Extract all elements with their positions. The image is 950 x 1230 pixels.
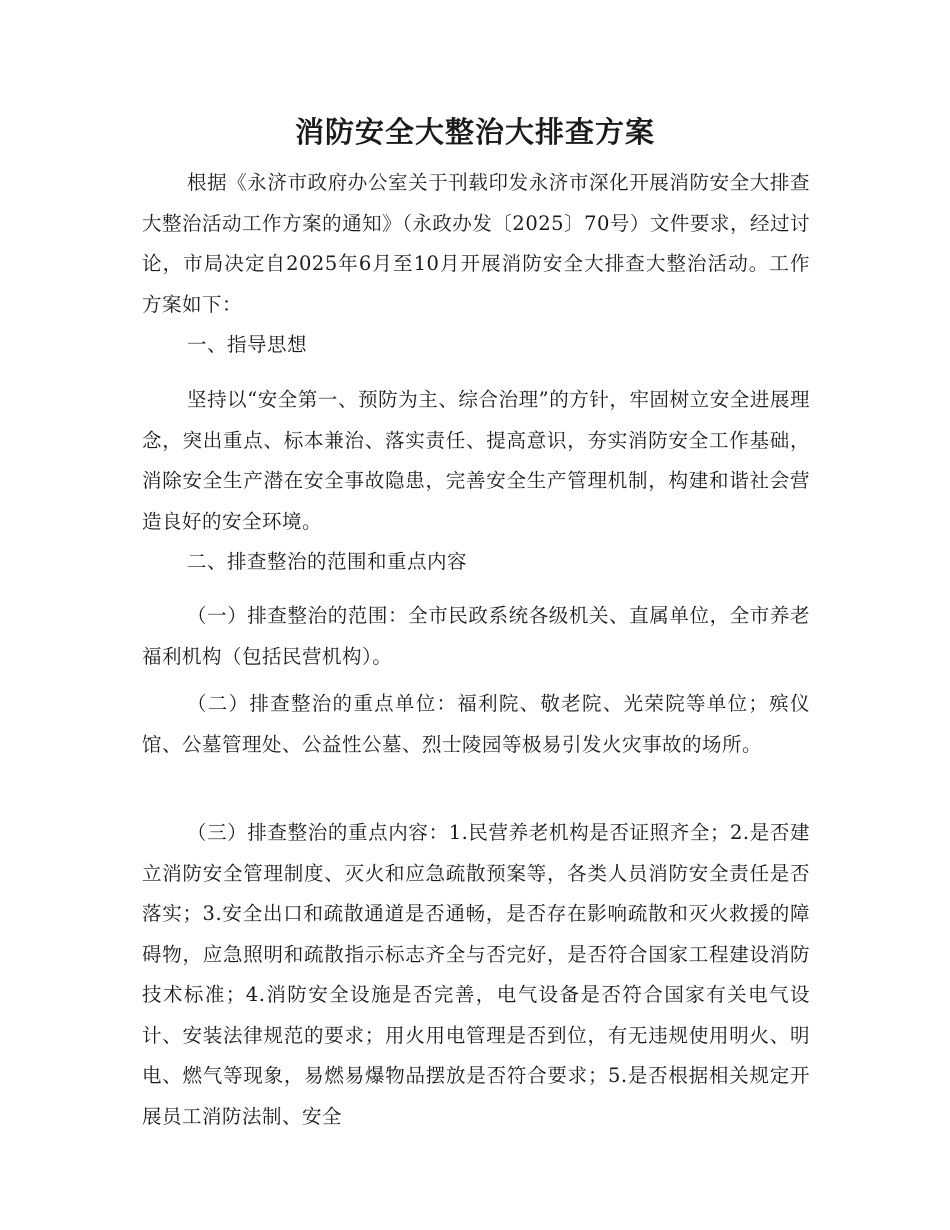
section-heading-guiding-ideology: 一、指导思想 [187, 333, 308, 356]
key-units-paragraph: （二）排查整治的重点单位：福利院、敬老院、光荣院等单位；殡仪馆、公墓管理处、公益性公墓、烈士陵园等极易引发火灾事故的场所。 [142, 692, 810, 756]
scope-paragraph: （一）排查整治的范围：全市民政系统各级机关、直属单位，全市养老福利机构（包括民营机构）。 [142, 604, 810, 668]
key-content-paragraph: （三）排查整治的重点内容：1.民营养老机构是否证照齐全；2.是否建立消防安全管理制度、灭火和应急疏散预案等，各类人员消防安全责任是否落实；3.安全出口和疏散通道是否通畅，是否存在影响疏散和灭火救援的障碍物，应急照明和疏散指示标志齐全与否完好，是否符合国家工程建设消防技术标准；4.消防安全设施是否完善，电气设备是否符合国家有关电气设计、安装法律规范的要求；用火用电管理是否到位，有无违规使用明火、明电、燃气等现象，易燃易爆物品摆放是否符合要求；5.是否根据相关规定开展员工消防法制、安全 [142, 821, 810, 1128]
intro-paragraph: 根据《永济市政府办公室关于刊载印发永济市深化开展消防安全大排查大整治活动工作方案的通知》（永政办发〔2025〕70号）文件要求，经过讨论，市局决定自2025年6月至10月开展消防安全大排查大整治活动。工作方案如下： [142, 171, 810, 316]
section-heading-scope-and-focus: 二、排查整治的范围和重点内容 [187, 550, 468, 573]
guiding-ideology-paragraph: 坚持以“安全第一、预防为主、综合治理”的方针，牢固树立安全进展理念，突出重点、标本兼治、落实责任、提高意识，夯实消防安全工作基础，消除安全生产潜在安全事故隐患，完善安全生产管理机制，构建和谐社会营造良好的安全环境。 [142, 388, 810, 533]
document-title: 消防安全大整治大排查方案 [294, 115, 655, 149]
